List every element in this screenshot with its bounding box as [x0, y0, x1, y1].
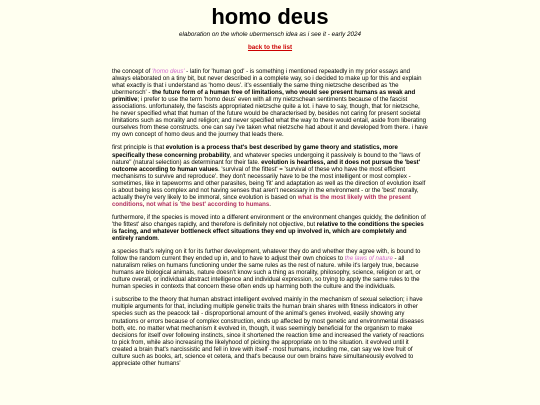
page-subtitle: elaboration on the whole ubermensch idea as i see it - early 2024	[178, 31, 362, 38]
paragraph-sexual-selection: i subscribe to the theory that human abstract intelligent evolved mainly in the mechanism of sexual selection; i have multiple arguments for that, including multiple genetic traits the human brain shares with fitness indicators in other species such as the peacock tail - disproportional amount of the animal's genes involved, easily showing any mutations or errors because of complex construction, ends up affected by most genetic and environmental diseases both, etc. no matter what mechanism it evolved in, though, it was seemingly beneficial for the organism to make decisions for itself over following instincts, since it shortened the reaction time and increased the variety of reactions to pick from, while also increasing the likelyhood of picking the appropriate on to the situation. it evolved until it created a brain that's narcissistic and fell in love with itself - most humans, including me, can say we love fruit of culture such as books, art, science et cetera, and that's because our own brains have simultaneously evolved to appreciate other humans'	[112, 296, 424, 367]
emphasis-text: the future form of a human free of limitations, who would see present humans as weak and primitive	[112, 89, 416, 104]
emphasis-text: relative to the conditions the species is facing, and whatever bottleneck effect situations they end up involved in, which are completely and entirely random	[112, 220, 424, 243]
paragraph-laws-of-nature: a species that's relying on it for its further development, whatever they do and whether they agree with, is bound to follow the random current they ended up in, and to have to adjust their own choices to the laws of nature - all naturalism relies on humans functioning under the same rules as the rest of nature. while it's largely true, because humans are biological animals, nature doesn't know such a thing as morality, philosophy, science, religion or art, or culture overall, or individual abstract intelligence and individual expression, so trying to apply the same rules to the human species in contexts that concern these often ends up harming both the culture and the individuals.	[112, 248, 421, 291]
emphasis-text: evolution is a process that's best described by game theory and statistics, more specifically these concerning probability	[112, 144, 398, 159]
emphasis-text: evolution is heartless, and it does not pursue the 'best' outcome according to human values	[112, 158, 421, 173]
page-title: homo deus	[211, 4, 329, 29]
essay-body	[112, 68, 428, 405]
homo-deus-quote: 'homo deus'	[151, 68, 185, 75]
paragraph-first-principle: first principle is that evolution is a process that's best described by game theory and statistics, more specifically these concerning probability, and whatever species undergoing it passively is bound to the "laws of nature" (natural selection) as determinant for their fate. evolution is heartless, and it does not pursue the 'best' outcome according to human values. 'survival of the fittest' = 'survival of these who have the most efficient mechanisms to survive and reproduce'. they don't necessarily have to be the most intelligent or most complex - sometimes, like in tapeworms and other parasites, being 'fit' and adaptation as well as the direction of evolution itself is about being less complex and not having senses that aren't necessary in the environment - or the 'best' morally, actually they're very likely to be immoral, since evolution is based on what is the most likely with the present conditions, not what is 'the best' according to humans.	[112, 144, 426, 208]
paragraph-intro: the concept of 'homo deus' - latin for 'human god' - is something i mentioned repeatedly in my prior essays and always elaborated on a tiny bit, but never described in a complete way, so i decided to make up for this and explain what exactly is that i understand as 'homo deus'. it's essentially the same thing nietzsche described as 'the ubermensch' - the future form of a human free of limitations, who would see present humans as weak and primitive; i prefer to use the term 'homo deus' even with all my nietzschean sentiments because of the fascist associations. unfortunately, the fascists appropriated nietzsche quite a lot. i have to say, though, that for nietzsche, he never specified what that human of the future would be characterised by, besides not caring for present societal limitations such as morality and religion; and never specified what the way to there would entail, aside from liberating ourselves from these constructs. one can say i've taken what nietzsche had about it and developed from there. i have my own concept of homo deus and the journey that leads there.	[112, 68, 428, 139]
highlight-text: what is the most likely with the present conditions, not what is 'the best' according to humans	[112, 193, 411, 208]
paragraph-relative-fitness: furthermore, if the species is moved into a different environment or the environment changes quickly, the definition of 'the fittest' also changes rapidly, and therefore is definitely not objective, but relative to the conditions the species is facing, and whatever bottleneck effect situations they end up involved in, which are completely and entirely random.	[112, 213, 426, 243]
laws-of-nature-quote: the laws of nature	[344, 255, 393, 263]
back-link-container	[0, 44, 540, 52]
back-to-list-link[interactable]: back to the list	[247, 44, 293, 51]
